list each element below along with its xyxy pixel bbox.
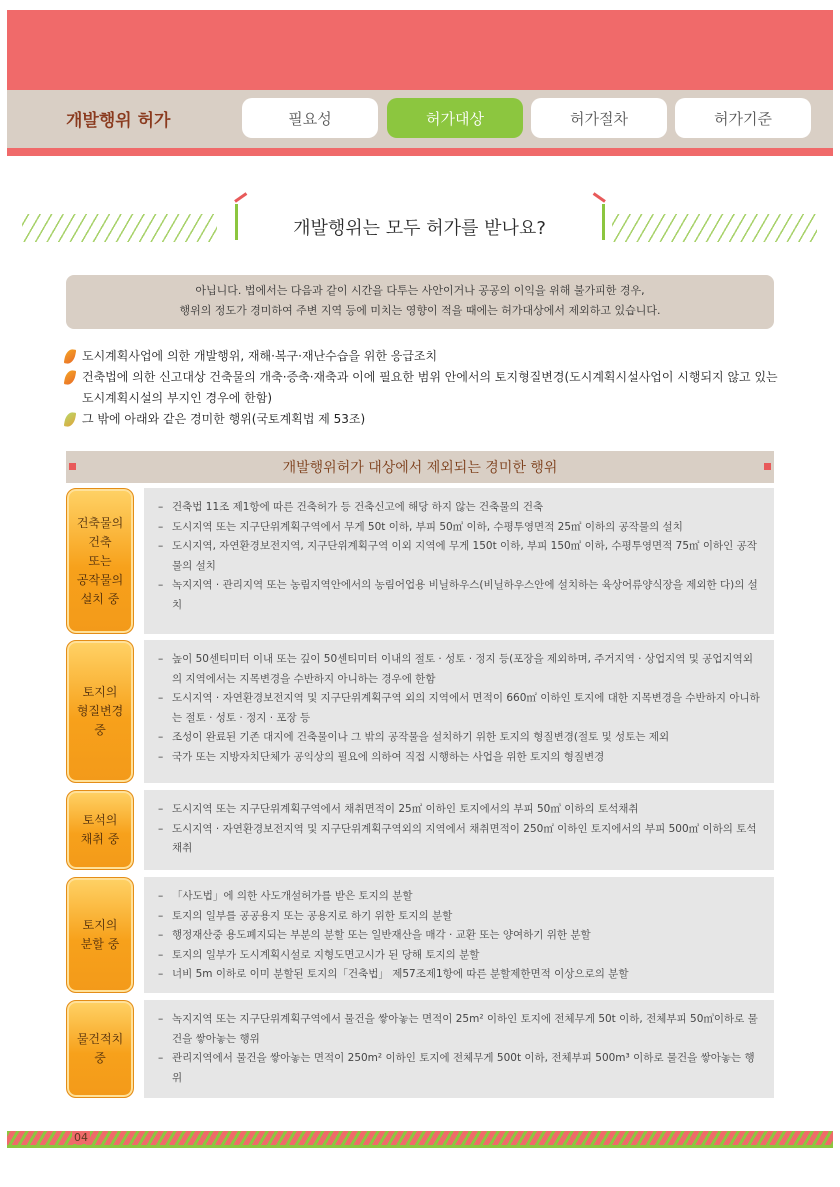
list-item: – 녹지지역 · 관리지역 또는 농림지역안에서의 농림어업용 비닐하우스(비닐하우스안에 설치하는 육상어류양식장을 제외한 다)의 설치: [158, 576, 762, 615]
list-item: – 관리지역에서 물건을 쌓아놓는 면적이 250m² 이하인 토지에 전체무게 500t 이하, 전체부피 500m³ 이하로 물건을 쌓아놓는 행위: [158, 1049, 762, 1088]
leaf-icon: [64, 348, 76, 365]
list-item: – 행정재산중 용도폐지되는 부분의 분할 또는 일반재산을 매각 · 교환 또는 양여하기 위한 분할: [158, 926, 762, 946]
intro-line-2: 행위의 정도가 경미하여 주변 지역 등에 미치는 영향이 적을 때에는 허가대상에서 제외하고 있습니다.: [179, 304, 661, 317]
list-item: – 도시지역 또는 지구단위계획구역에서 무게 50t 이하, 부피 50㎥ 이하, 수평투영면적 25㎡ 이하의 공작물의 설치: [158, 518, 762, 538]
list-item: – 토지의 일부를 공공용지 또는 공용지로 하기 위한 토지의 분할: [158, 907, 762, 927]
row-content: [144, 1000, 774, 1098]
list-item: – 도시지역, 자연환경보전지역, 지구단위계획구역 이외 지역에 무게 150t 이하, 부피 150㎥ 이하, 수평투영면적 75㎡ 이하인 공작물의 설치: [158, 537, 762, 576]
bracket-left: [235, 204, 254, 240]
leaf-icon: [64, 369, 76, 386]
row-label: 물건적치 중: [66, 1000, 134, 1098]
tab-permit-criteria[interactable]: 허가기준: [675, 98, 811, 138]
list-item: – 도시지역 · 자연환경보전지역 및 지구단위계획구역 외의 지역에서 면적이 660㎡ 이하인 토지에 대한 지목변경을 수반하지 아니하는 절토 · 성토 · 정지 · 포장 등: [158, 689, 762, 728]
square-marker-icon: [764, 463, 771, 470]
footer-line: [7, 1145, 833, 1148]
row-content: [144, 790, 774, 870]
table-row: [66, 877, 774, 993]
tab-permit-procedure[interactable]: 허가절차: [531, 98, 667, 138]
intro-box: [66, 275, 774, 329]
row-label: 건축물의 건축 또는 공작물의 설치 중: [66, 488, 134, 634]
bracket-right: [586, 204, 605, 240]
list-item: – 건축법 11조 제1항에 따른 건축허가 등 건축신고에 해당 하지 않는 건축물의 건축: [158, 498, 762, 518]
table-row: [66, 1000, 774, 1098]
list-item: – 「사도법」에 의한 사도개설허가를 받은 토지의 분할: [158, 887, 762, 907]
row-label: 토지의 분할 중: [66, 877, 134, 993]
intro-line-1: 아닙니다. 법에서는 다음과 같이 시간을 다투는 사안이거나 공공의 이익을 위해 불가피한 경우,: [195, 284, 645, 297]
list-item: 도시계획사업에 의한 개발행위, 재해·복구·재난수습을 위한 응급조치: [62, 346, 778, 367]
table-title: 개발행위허가 대상에서 제외되는 경미한 행위: [282, 460, 558, 476]
decorative-hatch-left: [22, 214, 217, 242]
row-label: 토지의 형질변경 중: [66, 640, 134, 783]
tab-necessity[interactable]: 필요성: [242, 98, 378, 138]
list-item: – 너비 5m 이하로 이미 분할된 토지의「건축법」 제57조제1항에 따른 분할제한면적 이상으로의 분할: [158, 965, 762, 985]
list-item: – 높이 50센티미터 이내 또는 깊이 50센티미터 이내의 절토 · 성토 · 정지 등(포장을 제외하며, 주거지역 · 상업지역 및 공업지역외의 지역에서는 지목변경을 수반하지 아니하는 경우에 한함: [158, 650, 762, 689]
row-content: [144, 640, 774, 783]
row-content: [144, 877, 774, 993]
row-label: 토석의 채취 중: [66, 790, 134, 870]
list-item: – 국가 또는 지방자치단체가 공익상의 필요에 의하여 직접 시행하는 사업을 위한 토지의 형질변경: [158, 748, 762, 768]
list-item: – 도시지역 또는 지구단위계획구역에서 채취면적이 25㎡ 이하인 토지에서의 부피 50㎥ 이하의 토석채취: [158, 800, 762, 820]
list-item: – 토지의 일부가 도시계획시설로 지형도면고시가 된 당해 토지의 분할: [158, 946, 762, 966]
list-item: – 조성이 완료된 기존 대지에 건축물이나 그 밖의 공작물을 설치하기 위한 토지의 형질변경(절토 및 성토는 제외: [158, 728, 762, 748]
table-title-bar: [66, 451, 774, 483]
list-item: – 녹지지역 또는 지구단위계획구역에서 물건을 쌓아놓는 면적이 25m² 이하인 토지에 전체무게 50t 이하, 전체부피 50㎥이하로 물건을 쌓아놓는 행위: [158, 1010, 762, 1049]
section-title: 개발행위 허가: [66, 111, 171, 131]
page-number: 04: [74, 1131, 88, 1144]
decorative-hatch-right: [612, 214, 817, 242]
table-row: [66, 790, 774, 870]
leaf-icon: [64, 411, 76, 428]
header-banner: [7, 10, 833, 90]
tab-permit-targets[interactable]: 허가대상: [387, 98, 523, 138]
list-item: – 도시지역 · 자연환경보전지역 및 지구단위계획구역외의 지역에서 채취면적이 250㎡ 이하인 토지에서의 부피 500㎥ 이하의 토석채취: [158, 820, 762, 859]
table-row: [66, 488, 774, 634]
square-marker-icon: [69, 463, 76, 470]
list-item: 건축법에 의한 신고대상 건축물의 개축·증축·재축과 이에 필요한 범위 안에서의 토지형질변경(도시계획시설사업이 시행되지 않고 있는 도시계획시설의 부지인 경우에 한함): [62, 367, 778, 409]
row-content: [144, 488, 774, 634]
nav-underline: [7, 148, 833, 156]
footer-hatch: [7, 1131, 833, 1145]
question-heading: 개발행위는 모두 허가를 받나요?: [293, 218, 546, 239]
table-row: [66, 640, 774, 783]
list-item: 그 밖에 아래와 같은 경미한 행위(국토계획법 제 53조): [62, 409, 778, 430]
exemption-bullet-list: [62, 346, 778, 430]
